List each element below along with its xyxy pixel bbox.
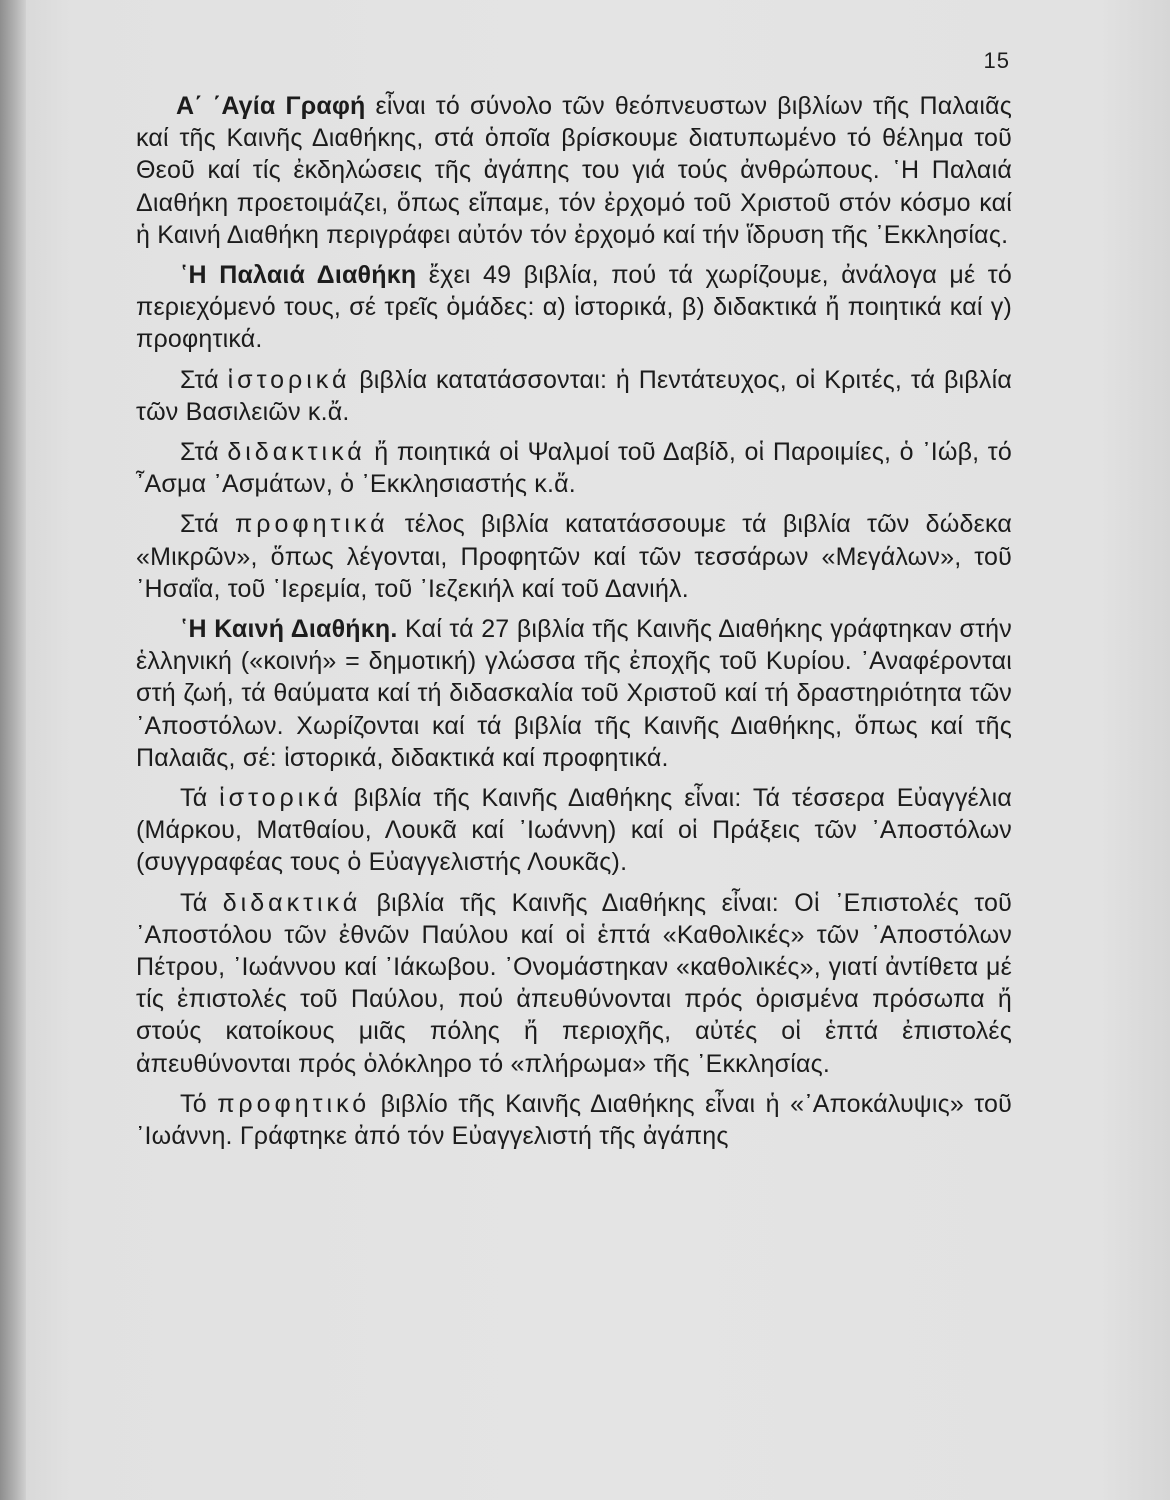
- paragraph-nt-historical: [136, 782, 1012, 879]
- paragraph-text: βιβλία κατατάσσονται: ἡ Πεντάτευχος, οἱ Κριτές, τά βιβλία τῶν Βασιλειῶν κ.ἄ.: [136, 365, 1012, 426]
- page-number: 15: [983, 48, 1010, 73]
- paragraph-text: εἶναι τό σύνολο τῶν θεόπνευστων βιβλίων τῆς Παλαιᾶς καί τῆς Καινῆς Διαθήκης, στά ὁποῖα βρίσκουμε διατυπωμένο τό θέλημα τοῦ Θεοῦ καί τίς ἐκδηλώσεις τῆς ἀγάπης του γιά τούς ἀνθρώπους. ῾Η Παλαιά Διαθήκη προετοιμάζει, ὅπως εἴπαμε, τόν ἐρχομό τοῦ Χριστοῦ στόν κόσμο καί ἡ Καινή Διαθήκη περιγράφει αὐτόν τόν ἐρχομό καί τήν ἵδρυση τῆς ᾿Εκκλησίας.: [136, 92, 1012, 249]
- emphasis-term: ἱστορικά: [219, 784, 342, 813]
- paragraph-prefix: Τά: [180, 784, 220, 813]
- paragraph-text: βιβλία τῆς Καινῆς Διαθήκης εἶναι: Τά τέσσερα Εὐαγγέλια (Μάρκου, Ματθαίου, Λουκᾶ καί ᾿Ιωάννη) καί οἱ Πράξεις τῶν ᾿Αποστόλων (συγγραφέας τους ὁ Εὐαγγελιστής Λουκᾶς).: [136, 784, 1012, 877]
- emphasis-term: διδακτικά: [227, 438, 366, 467]
- paragraph-ot-historical: [136, 364, 1012, 428]
- paragraph-prefix: Τό: [180, 1089, 218, 1118]
- paragraph-prefix: Στά: [180, 365, 228, 394]
- paragraph-prefix: Τά: [180, 888, 223, 917]
- emphasis-term: προφητικό: [217, 1089, 371, 1118]
- paragraph-heading: ῾Η Παλαιά Διαθήκη: [180, 261, 417, 290]
- paragraph-text: βιβλίο τῆς Καινῆς Διαθήκης εἶναι ἡ «᾿Αποκάλυψις» τοῦ ᾿Ιωάννη. Γράφτηκε ἀπό τόν Εὐαγγελιστή τῆς ἀγάπης: [136, 1089, 1012, 1151]
- paragraph-nt-prophetic: [136, 1088, 1012, 1152]
- paragraph-new-testament: [136, 613, 1012, 774]
- paragraph-prefix: Στά: [180, 510, 235, 539]
- paragraph-text: ἔχει 49 βιβλία, πού τά χωρίζουμε, ἀνάλογα μέ τό περιεχόμενό τους, σέ τρεῖς ὁμάδες: α) ἱστορικά, β) διδακτικά ἤ ποιητικά καί γ) προφητικά.: [136, 261, 1012, 354]
- emphasis-term: διδακτικά: [222, 888, 362, 917]
- paragraph-old-testament: [136, 259, 1012, 356]
- paragraph-holy-scripture: [136, 90, 1012, 251]
- paragraph-ot-prophetic: [136, 508, 1012, 605]
- paragraph-ot-didactic: [136, 436, 1012, 500]
- paragraph-text: τέλος βιβλία κατατάσσουμε τά βιβλία τῶν δώδεκα «Μικρῶν», ὅπως λέγονται, Προφητῶν καί τῶν τεσσάρων «Μεγάλων», τοῦ ᾿Ησαΐα, τοῦ ῾Ιερεμία, τοῦ ᾿Ιεζεκιήλ καί τοῦ Δανιήλ.: [136, 510, 1012, 603]
- paragraph-heading: ῾Η Καινή Διαθήκη.: [180, 615, 398, 644]
- paragraph-text: ἤ ποιητικά οἱ Ψαλμοί τοῦ Δαβίδ, οἱ Παροιμίες, ὁ ᾿Ιώβ, τό ῏Ασμα ᾿Ασμάτων, ὁ ᾿Εκκλησιαστής κ.ἄ.: [136, 438, 1012, 499]
- page-binding-shadow: [0, 0, 26, 1500]
- paragraph-prefix: Στά: [180, 438, 228, 467]
- paragraph-heading: Α΄ ΄Αγία Γραφή: [176, 92, 366, 120]
- paragraph-nt-didactic: [136, 887, 1012, 1080]
- paragraph-text: βιβλία τῆς Καινῆς Διαθήκης εἶναι: Οἱ ᾿Επιστολές τοῦ ᾿Αποστόλου τῶν ἐθνῶν Παύλου καί οἱ ἑπτά «Καθολικές» τῶν ᾿Αποστόλων Πέτρου, ᾿Ιωάννου καί ᾿Ιάκωβου. ᾿Ονομάστηκαν «καθολικές», γιατί ἀντίθετα μέ τίς ἐπιστολές τοῦ Παύλου, πού ἀπευθύνονται πρός ὁρισμένα πρόσωπα ἤ στούς κατοίκους μιᾶς πόλης ἤ περιοχῆς, αὐτές οἱ ἑπτά ἐπιστολές ἀπευθύνονται πρός ὁλόκληρο τό «πλήρωμα» τῆς ᾿Εκκλησίας.: [136, 888, 1012, 1078]
- emphasis-term: ἱστορικά: [227, 365, 351, 394]
- emphasis-term: προφητικά: [235, 510, 389, 539]
- paragraph-text: Καί τά 27 βιβλία τῆς Καινῆς Διαθήκης γράφτηκαν στήν ἑλληνική («κοινή» = δημοτική) γλώσσα τῆς ἐποχῆς τοῦ Κυρίου. ᾿Αναφέρονται στή ζωή, τά θαύματα καί τή διδασκαλία τοῦ Χριστοῦ καί τή δραστηριότητα τῶν ᾿Αποστόλων. Χωρίζονται καί τά βιβλία τῆς Καινῆς Διαθήκης, ὅπως καί τῆς Παλαιᾶς, σέ: ἱστορικά, διδακτικά καί προφητικά.: [136, 615, 1012, 772]
- page-text-body: [136, 90, 1012, 1152]
